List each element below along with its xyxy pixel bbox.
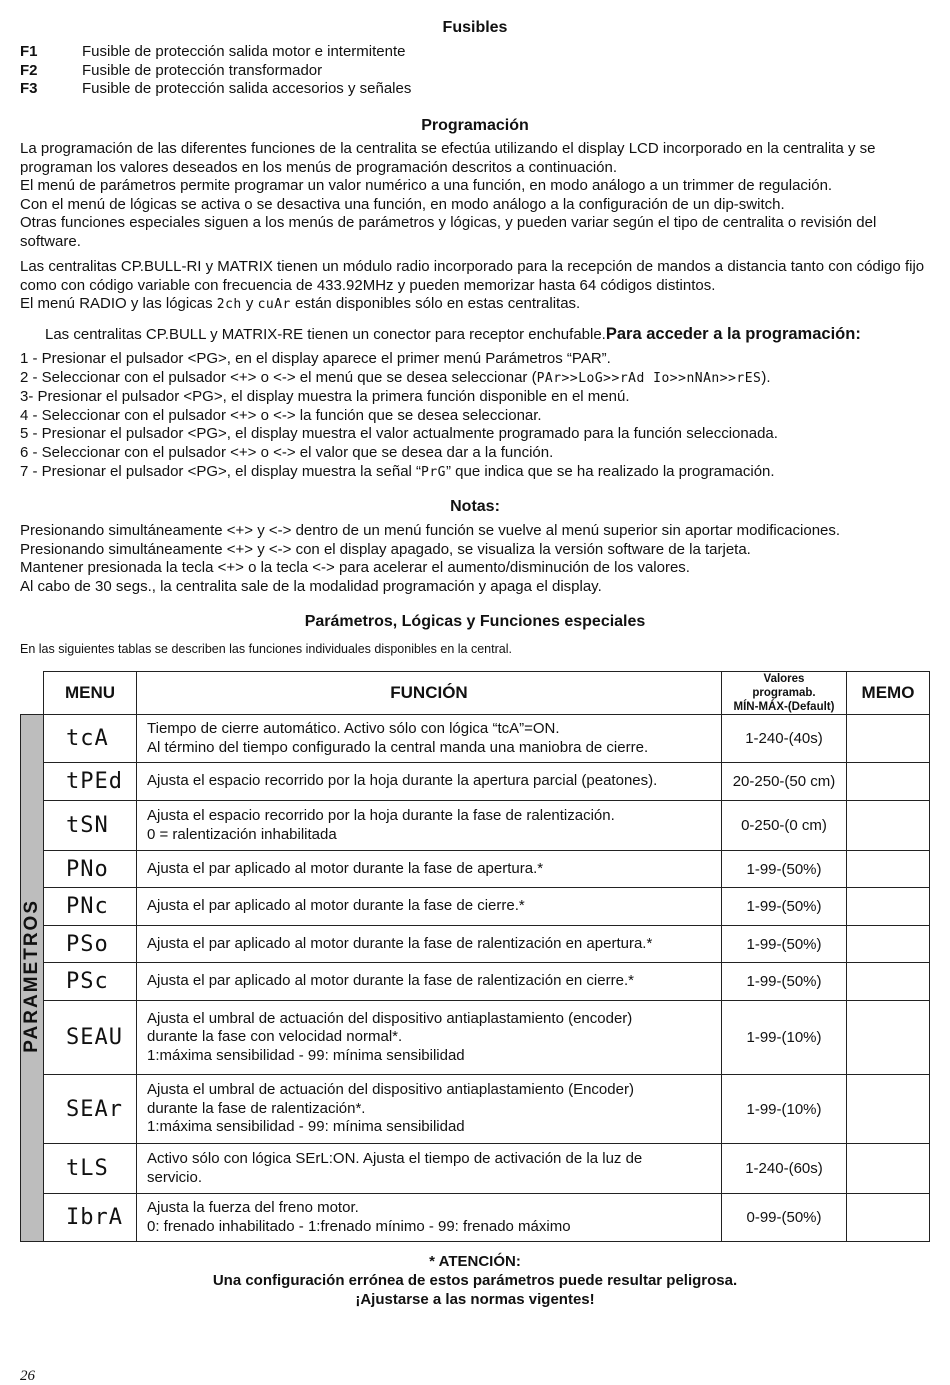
function-line: Ajusta el umbral de actuación del dispositivo antiaplastamiento (encoder) (147, 1009, 633, 1027)
fusibles-title: Fusibles (442, 19, 508, 36)
function-line: 0: frenado inhabilitado - 1:frenado mínimo - 99: frenado máximo (147, 1217, 571, 1235)
menu-code: PNo (44, 851, 137, 888)
radio-paragraph: Las centralitas CP.BULL-RI y MATRIX tienen un módulo radio incorporado para la recepción de mandos a distancia tanto con código fijo como con código variable con frecuencia de 433.92MHz y pueden memorizar hasta 64 códigos distintos. (20, 258, 925, 294)
lcd-code: PrG (421, 464, 447, 480)
value-range: 1-99-(50%) (722, 888, 847, 926)
table-row (21, 763, 930, 801)
paragraph: Otras funciones especiales siguen a los menús de parámetros y lógicas, y pueden variar según el tipo de centralita o revisión del software. (20, 214, 877, 250)
parametros-table (20, 671, 930, 1242)
function-text (137, 1144, 722, 1194)
step: 3- Presionar el pulsador <PG>, el display muestra la primera función disponible en el menú. (20, 388, 630, 406)
header-memo: MEMO (847, 672, 930, 715)
menu-code: tSN (44, 801, 137, 851)
function-text (137, 926, 722, 963)
table-row (21, 1001, 930, 1075)
memo-cell (847, 715, 930, 763)
function-text (137, 763, 722, 801)
function-text (137, 801, 722, 851)
function-line: Ajusta el par aplicado al motor durante la fase de ralentización en cierre.* (147, 972, 634, 990)
table-row (21, 801, 930, 851)
menu-code: SEAU (44, 1001, 137, 1075)
fuse-code: F2 (20, 61, 38, 79)
fuse-item (20, 43, 411, 62)
header-funcion: FUNCIÓN (137, 672, 722, 715)
function-line: Ajusta el umbral de actuación del dispositivo antiaplastamiento (Encoder) (147, 1081, 634, 1099)
header-valores-line2: MÍN-MÁX-(Default) (733, 701, 835, 713)
value-range: 1-99-(50%) (722, 963, 847, 1001)
value-range: 1-99-(10%) (722, 1001, 847, 1075)
value-range: 1-240-(40s) (722, 715, 847, 763)
table-header-row (21, 672, 930, 715)
value-range: 1-99-(10%) (722, 1075, 847, 1144)
function-line: Ajusta el espacio recorrido por la hoja durante la fase de ralentización. (147, 806, 615, 824)
table-row (21, 715, 930, 763)
programacion-text (20, 140, 930, 252)
menu-code: PSo (44, 926, 137, 963)
note: Al cabo de 30 segs., la centralita sale de la modalidad programación y apaga el display. (20, 577, 602, 595)
function-text (137, 1001, 722, 1075)
access-heading: Para acceder a la programación: (605, 325, 861, 343)
paragraph: El menú de parámetros permite programar un valor numérico a una función, en modo análogo a un trimmer de regulación. (20, 177, 833, 195)
function-line: Ajusta el espacio recorrido por la hoja durante la apertura parcial (peatones). (147, 772, 658, 790)
function-line: Tiempo de cierre automático. Activo sólo con lógica “tcA”=ON. (147, 719, 560, 737)
fuse-item (20, 80, 411, 99)
fuse-text: Fusible de protección salida accesorios y señales (82, 80, 412, 98)
value-range: 1-240-(60s) (722, 1144, 847, 1194)
paragraph: Con el menú de lógicas se activa o se desactiva una función, en modo análogo a la configuración de un dip-switch. (20, 195, 785, 213)
table-row (21, 851, 930, 888)
fuse-list (20, 43, 411, 99)
step: 1 - Presionar el pulsador <PG>, en el display aparece el primer menú Parámetros “PAR”. (20, 350, 611, 367)
text-fragment: 7 - Presionar el pulsador <PG>, el display muestra la señal “ (20, 462, 422, 480)
table-row (21, 963, 930, 1001)
parametros-title: Parámetros, Lógicas y Funciones especiales (304, 613, 646, 630)
note: Mantener presionada la tecla <+> o la tecla <-> para acelerar el aumento/disminución de los valores. (20, 559, 690, 577)
parametros-intro: En las siguientes tablas se describen las funciones individuales disponibles en la central. (20, 642, 512, 656)
step: 4 - Seleccionar con el pulsador <+> o <-> la función que se desea seleccionar. (20, 406, 542, 424)
function-line: Ajusta el par aplicado al motor durante la fase de cierre.* (147, 897, 525, 915)
function-text (137, 715, 722, 763)
table-row (21, 888, 930, 926)
value-range: 0-99-(50%) (722, 1194, 847, 1242)
function-line: 0 = ralentización inhabilitada (147, 825, 337, 843)
memo-cell (847, 1001, 930, 1075)
function-line: durante la fase de ralentización*. (147, 1099, 366, 1117)
memo-cell (847, 1144, 930, 1194)
programacion-title: Programación (421, 117, 529, 134)
programming-steps (20, 350, 930, 482)
value-range: 20-250-(50 cm) (722, 763, 847, 801)
function-line: Al término del tiempo configurado la central manda una maniobra de cierre. (147, 738, 649, 756)
table-row (21, 1194, 930, 1242)
step (20, 463, 930, 483)
value-range: 1-99-(50%) (722, 851, 847, 888)
header-menu: MENU (44, 672, 137, 715)
memo-cell (847, 926, 930, 963)
radio-text (20, 258, 930, 315)
function-text (137, 963, 722, 1001)
function-line: Activo sólo con lógica SErL:ON. Ajusta el tiempo de activación de la luz de (147, 1149, 643, 1167)
side-label: PARAMETROS (21, 899, 42, 1053)
value-range: 0-250-(0 cm) (722, 801, 847, 851)
menu-code: PNc (44, 888, 137, 926)
function-line: Ajusta la fuerza del freno motor. (147, 1198, 359, 1216)
text-fragment: ). (761, 368, 771, 386)
menu-code: IbrA (44, 1194, 137, 1242)
text-fragment: ” que indica que se ha realizado la programación. (446, 462, 775, 480)
access-line (20, 324, 930, 345)
memo-cell (847, 888, 930, 926)
function-line: Ajusta el par aplicado al motor durante la fase de apertura.* (147, 859, 544, 877)
notes-list (20, 522, 930, 596)
menu-code: SEAr (44, 1075, 137, 1144)
text-fragment: y (241, 295, 258, 313)
memo-cell (847, 763, 930, 801)
function-line: durante la fase con velocidad normal*. (147, 1028, 403, 1046)
page-number: 26 (20, 1368, 35, 1384)
menu-code: tcA (44, 715, 137, 763)
table-row (21, 1075, 930, 1144)
attention-title: * ATENCIÓN: (429, 1253, 521, 1270)
value-range: 1-99-(50%) (722, 926, 847, 963)
text-fragment: El menú RADIO y las lógicas (20, 295, 217, 313)
step (20, 369, 930, 389)
step: 5 - Presionar el pulsador <PG>, el display muestra el valor actualmente programado para la función seleccionada. (20, 425, 778, 443)
access-text: Las centralitas CP.BULL y MATRIX-RE tienen un conector para receptor enchufable. (45, 326, 606, 343)
lcd-code: 2ch (216, 297, 242, 313)
fuse-item (20, 62, 411, 81)
notas-title: Notas: (450, 498, 500, 515)
side-label-cell (21, 715, 44, 1242)
memo-cell (847, 851, 930, 888)
fuse-text: Fusible de protección transformador (82, 61, 323, 79)
table-row (21, 926, 930, 963)
fuse-code: F1 (20, 43, 38, 60)
menu-code: tPEd (44, 763, 137, 801)
function-line: Ajusta el par aplicado al motor durante la fase de ralentización en apertura.* (147, 934, 653, 952)
paragraph: La programación de las diferentes funciones de la centralita se efectúa utilizando el display LCD incorporado en la centralita y se programan los valores deseados en los menús de programación descritos a continuación. (20, 140, 876, 176)
lcd-code: cuAr (257, 297, 291, 313)
menu-code: PSc (44, 963, 137, 1001)
function-text (137, 1075, 722, 1144)
note: Presionando simultáneamente <+> y <-> dentro de un menú función se vuelve al menú superior sin aportar modificaciones. (20, 522, 841, 539)
step: 6 - Seleccionar con el pulsador <+> o <-> el valor que se desea dar a la función. (20, 443, 554, 461)
text-fragment: 2 - Seleccionar con el pulsador <+> o <-> el menú que se desea seleccionar ( (20, 368, 537, 386)
header-valores-line1: Valores programab. (752, 673, 816, 699)
function-line: servicio. (147, 1168, 203, 1186)
text-fragment: están disponibles sólo en estas centralitas. (290, 295, 581, 313)
function-line: 1:máxima sensibilidad - 99: mínima sensibilidad (147, 1118, 465, 1136)
attention-note (20, 1252, 930, 1309)
function-text (137, 1194, 722, 1242)
memo-cell (847, 1075, 930, 1144)
radio-logic-line (20, 295, 930, 315)
note: Presionando simultáneamente <+> y <-> con el display apagado, se visualiza la versión software de la tarjeta. (20, 540, 751, 558)
attention-line: ¡Ajustarse a las normas vigentes! (355, 1291, 595, 1308)
memo-cell (847, 963, 930, 1001)
blank-corner (21, 672, 44, 715)
header-valores (722, 672, 847, 715)
memo-cell (847, 1194, 930, 1242)
lcd-code: PAr>>LoG>>rAd Io>>nNAn>>rES (536, 370, 762, 386)
function-text (137, 851, 722, 888)
menu-code: tLS (44, 1144, 137, 1194)
function-text (137, 888, 722, 926)
fuse-code: F3 (20, 80, 38, 98)
memo-cell (847, 801, 930, 851)
table-row (21, 1144, 930, 1194)
attention-line: Una configuración errónea de estos parámetros puede resultar peligrosa. (212, 1272, 738, 1289)
fuse-text: Fusible de protección salida motor e intermitente (82, 43, 406, 60)
function-line: 1:máxima sensibilidad - 99: mínima sensibilidad (147, 1046, 465, 1064)
